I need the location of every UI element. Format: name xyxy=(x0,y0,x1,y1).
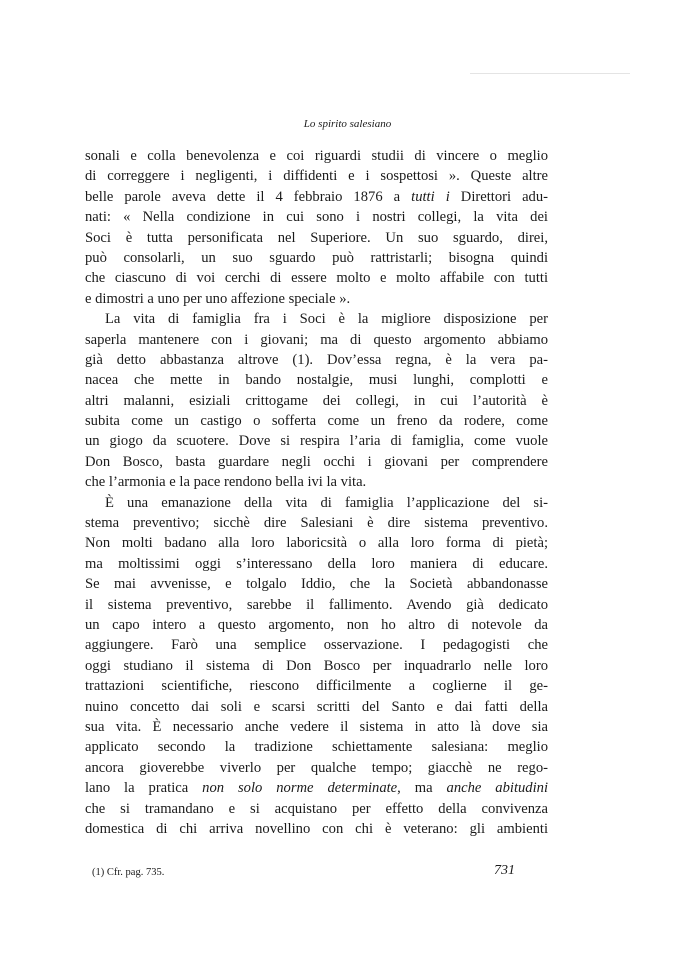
text-line: È una emanazione della vita di famiglia l’applicazione del si- xyxy=(105,494,548,511)
text-line: ma moltissimi oggi s’interessano della loro maniera di educare. xyxy=(85,555,548,572)
running-head: Lo spirito salesiano xyxy=(303,118,392,130)
text-line: sua vita. È necessario anche vedere il sistema in atto là dove sia xyxy=(85,718,548,735)
italic-text: anche abitudini xyxy=(446,780,548,797)
text-line: aggiungere. Farò una semplice osservazione. I pedagogisti che xyxy=(85,637,548,654)
paragraph xyxy=(85,309,548,493)
page-number: 731 xyxy=(494,863,515,878)
text-line: saperla mantenere con i giovani; ma di questo argomento abbiamo xyxy=(85,331,548,348)
text-line: subita come un castigo o sofferta come un freno da rodere, come xyxy=(85,413,548,430)
body-text xyxy=(85,146,548,839)
italic-text: non solo norme determinate xyxy=(202,780,398,797)
italic-text: tutti i xyxy=(411,188,450,205)
text-line: un capo intero a questo argomento, non ho altro di notevole da xyxy=(85,616,548,633)
text-line: Soci è tutta personificata nel Superiore. Un suo sguardo, direi, xyxy=(85,229,548,246)
text-line: applicato secondo la tradizione schiettamente salesiana: meglio xyxy=(85,739,548,756)
text-line: sonali e colla benevolenza e coi riguardi studii di vincere o meglio xyxy=(85,148,548,164)
text-line xyxy=(85,187,548,207)
text-line: La vita di famiglia fra i Soci è la migliore disposizione per xyxy=(105,311,548,328)
text-line: di correggere i negligenti, i diffidenti e i sospettosi ». Queste altre xyxy=(85,168,548,185)
text-line: Don Bosco, basta guardare negli occhi i giovani per comprendere xyxy=(85,453,548,470)
text-line: e dimostri a uno per uno affezione speciale ». xyxy=(85,290,351,307)
text-line: ancora gioverebbe viverlo per qualche tempo; giacchè ne rego- xyxy=(85,759,548,776)
text-line: oggi studiano il sistema di Don Bosco per inquadrarlo nelle loro xyxy=(85,657,548,674)
text-line: nuino concetto dai soli e scarsi scritti del Santo e dai fatti della xyxy=(85,698,548,715)
text-line: un giogo da scuotere. Dove si respira l’aria di famiglia, come vuole xyxy=(85,433,548,450)
text-line: il sistema preventivo, sarebbe il fallimento. Avendo già dedicato xyxy=(85,596,548,613)
text-line: nacea che mette in bando nostalgie, musi lunghi, complotti e xyxy=(85,372,548,389)
text-line: nati: « Nella condizione in cui sono i nostri collegi, la vita dei xyxy=(85,209,548,226)
text-line: stema preventivo; sicchè dire Salesiani è dire sistema preventivo. xyxy=(85,515,548,532)
text-line: altri malanni, esiziali crittogame dei collegi, in cui l’autorità è xyxy=(85,392,548,409)
text-line: che ciascuno di voi cerchi di essere molto e molto affabile con tutti xyxy=(85,270,548,287)
text-line: Se mai avvenisse, e tolgalo Iddio, che la Società abbandonasse xyxy=(85,576,548,593)
paragraph xyxy=(85,146,548,309)
footnote: (1) Cfr. pag. 735. xyxy=(92,867,165,878)
text-segment: , ma xyxy=(397,780,447,797)
paragraph xyxy=(85,493,548,840)
text-line xyxy=(85,778,548,798)
text-segment: belle parole aveva dette il 4 febbraio 1876 a xyxy=(85,188,412,205)
text-segment: lano la pratica xyxy=(85,780,203,797)
text-line: trattazioni scientifiche, riescono difficilmente a coglierne il ge- xyxy=(85,678,548,695)
text-segment: Direttori adu- xyxy=(449,188,549,205)
text-line: che si tramandano e si acquistano per effetto della convivenza xyxy=(85,800,548,817)
text-line: che l’armonia e la pace rendono bella ivi la vita. xyxy=(85,474,367,491)
text-line: già detto abbastanza altrove (1). Dov’essa regna, è la vera pa- xyxy=(85,351,548,368)
text-line: può consolarli, un suo sguardo può rattristarli; bisogna quindi xyxy=(85,249,548,266)
text-line: Non molti badano alla loro laboricsità o alla loro forma di pietà; xyxy=(85,535,548,552)
scan-artifact xyxy=(470,73,630,74)
text-line: domestica di chi arriva novellino con chi è veterano: gli ambienti xyxy=(85,820,548,837)
